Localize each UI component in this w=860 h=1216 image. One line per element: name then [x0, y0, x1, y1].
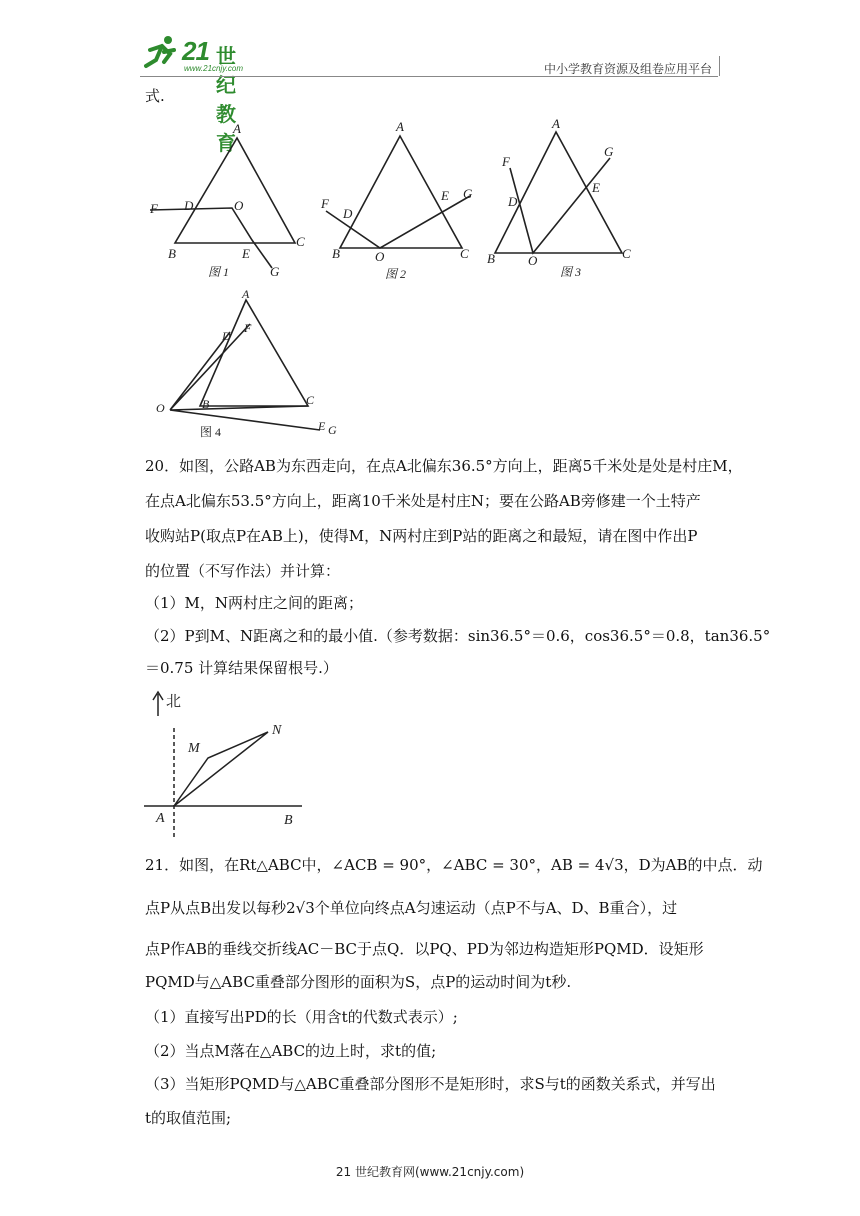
svg-text:N: N — [272, 723, 282, 738]
page-footer: 21 世纪教育网(www.21cnjy.com) — [335, 1165, 525, 1179]
svg-text:B: B — [168, 246, 176, 261]
fig-4-label: 图 4 — [200, 425, 222, 439]
svg-text:C: C — [460, 246, 469, 261]
q21-line-7: （3）当矩形PQMD与△ABC重叠部分图形不是矩形时，求S与t的函数关系式，并写出 — [145, 1075, 716, 1093]
svg-text:B: B — [332, 246, 340, 261]
header-tick — [719, 56, 720, 76]
svg-text:F: F — [244, 321, 252, 335]
svg-text:C: C — [296, 234, 305, 249]
svg-text:E: E — [242, 246, 250, 261]
svg-text:C: C — [622, 246, 631, 261]
svg-text:D: D — [184, 198, 194, 213]
figures-1-3 — [140, 118, 660, 283]
q20-line-7: ＝0.75 计算结果保留根号.） — [145, 659, 338, 677]
logo-number: 21 — [182, 36, 209, 66]
logo-url: www.21cnjy.com — [184, 64, 243, 73]
svg-text:B: B — [284, 813, 293, 828]
prev-question-tail: 式. — [145, 87, 165, 105]
fig-2-label: 图 2 — [385, 267, 407, 281]
q20-line-1: 20．如图，公路AB为东西走向，在点A北偏东36.5°方向上，距离5千米处是处是村庄M， — [145, 457, 743, 475]
q20-line-4: 的位置（不写作法）并计算： — [145, 562, 341, 580]
q21-line-1: 21．如图，在Rt△ABC中，∠ACB = 90°，∠ABC = 30°，AB = 4√3，D为AB的中点．动 — [145, 856, 763, 874]
q20-line-3: 收购站P(取点P在AB上)，使得M，N两村庄到P站的距离之和最短，请在图中作出P — [145, 527, 698, 545]
q21-line-2: 点P从点B出发以每秒2√3个单位向终点A匀速运动（点P不与A、D、B重合），过 — [145, 899, 678, 917]
q20-line-6: （2）P到M、N距离之和的最小值.（参考数据：sin36.5°＝0.6，cos36.5°＝0.8，tan36.5° — [145, 627, 771, 645]
svg-text:D: D — [508, 194, 518, 209]
svg-text:A: A — [233, 121, 241, 136]
svg-text:A: A — [552, 118, 560, 131]
svg-text:A: A — [396, 119, 404, 134]
svg-text:G: G — [463, 186, 473, 201]
svg-text:O: O — [528, 253, 538, 268]
svg-text:A: A — [242, 288, 250, 301]
svg-text:O: O — [156, 401, 165, 415]
runner-icon — [140, 34, 180, 70]
svg-text:O: O — [375, 249, 385, 264]
fig-1-label: 图 1 — [208, 265, 230, 279]
logo-text: 世纪教育 — [216, 44, 236, 155]
svg-text:G: G — [328, 423, 337, 437]
north-label: 北 — [166, 692, 182, 710]
page-header — [130, 34, 720, 155]
svg-text:E: E — [318, 419, 326, 433]
q21-line-8: t的取值范围; — [145, 1109, 232, 1127]
svg-text:F: F — [150, 201, 158, 216]
svg-text:E: E — [441, 188, 449, 203]
svg-text:D: D — [343, 206, 353, 221]
q21-line-6: （2）当点M落在△ABC的边上时，求t的值; — [145, 1042, 437, 1060]
q20-line-5: （1）M，N两村庄之间的距离； — [145, 594, 364, 612]
svg-text:G: G — [270, 264, 280, 279]
svg-text:D: D — [222, 329, 231, 343]
q20-line-2: 在点A北偏东53.5°方向上，距离10千米处是村庄N；要在公路AB旁修建一个土特产 — [145, 492, 701, 510]
svg-text:B: B — [202, 397, 210, 411]
q21-line-3: 点P作AB的垂线交折线AC－BC于点Q．以PQ、PD为邻边构造矩形PQMD．设矩形 — [145, 940, 704, 958]
svg-text:F: F — [321, 196, 329, 211]
platform-name: 中小学教育资源及组卷应用平台 — [543, 62, 712, 76]
site-logo — [140, 34, 243, 155]
header-divider — [140, 76, 718, 77]
fig-3-label: 图 3 — [560, 265, 582, 279]
svg-text:O: O — [234, 198, 244, 213]
q20-figure — [140, 688, 310, 838]
svg-text:C: C — [306, 393, 315, 407]
q21-line-5: （1）直接写出PD的长（用含t的代数式表示）; — [145, 1008, 458, 1026]
svg-text:F: F — [502, 154, 510, 169]
svg-text:B: B — [487, 251, 495, 266]
svg-text:E: E — [592, 180, 600, 195]
q21-line-4: PQMD与△ABC重叠部分图形的面积为S，点P的运动时间为t秒. — [145, 973, 572, 991]
svg-text:M: M — [188, 741, 200, 756]
svg-text:G: G — [604, 144, 614, 159]
svg-text:A: A — [156, 811, 165, 826]
figure-4 — [140, 288, 350, 443]
